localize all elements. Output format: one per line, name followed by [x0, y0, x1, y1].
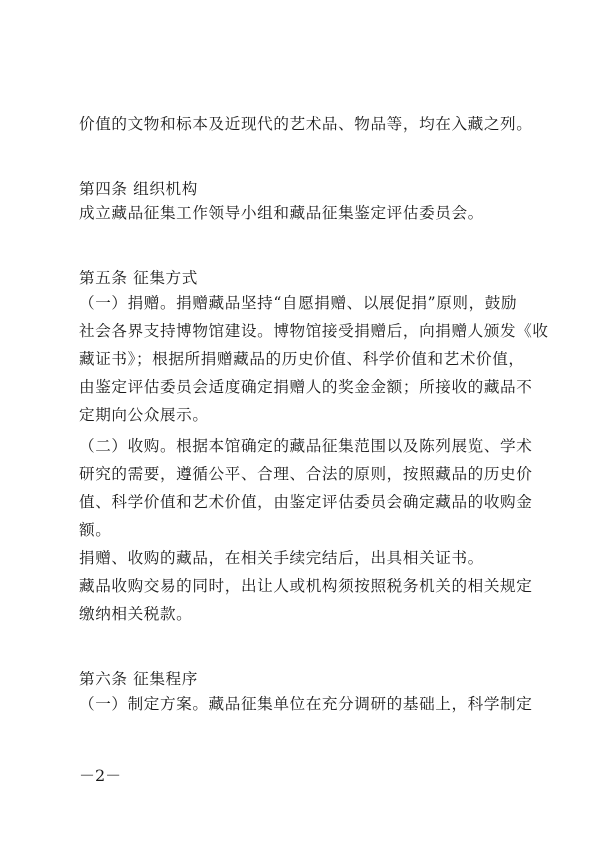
text-line: 价值的文物和标本及近现代的艺术品、物品等，均在入藏之列。: [79, 115, 533, 133]
text-line: 藏品收购交易的同时，出让人或机构须按照税务机关的相关规定: [79, 577, 533, 595]
text-line: 由鉴定评估委员会适度确定捐赠人的奖金金额；所接收的藏品不: [79, 378, 533, 396]
text-line: 成立藏品征集工作领导小组和藏品征集鉴定评估委员会。: [79, 204, 484, 222]
section-heading-5: 第五条 征集方式: [79, 269, 198, 287]
text-line: （一）捐赠。捐赠藏品坚持“自愿捐赠、以展促捐”原则，鼓励: [79, 294, 518, 312]
text-line: 额。: [79, 521, 112, 539]
text-line: （二）收购。根据本馆确定的藏品征集范围以及陈列展览、学术: [79, 437, 533, 455]
text-line: 藏证书》；根据所捐赠藏品的历史价值、科学价值和艺术价值，: [79, 350, 525, 368]
section-heading-6: 第六条 征集程序: [79, 670, 198, 688]
page-number: －2－: [79, 766, 122, 785]
text-line: （一）制定方案。藏品征集单位在充分调研的基础上，科学制定: [79, 695, 533, 713]
text-line: 定期向公众展示。: [79, 406, 209, 424]
text-line: 捐赠、收购的藏品，在相关手续完结后，出具相关证书。: [79, 549, 484, 567]
text-line: 缴纳相关税款。: [79, 605, 193, 623]
section-heading-4: 第四条 组织机构: [79, 180, 198, 198]
text-line: 值、科学价值和艺术价值，由鉴定评估委员会确定藏品的收购金: [79, 493, 533, 511]
text-line: 研究的需要，遵循公平、合理、合法的原则，按照藏品的历史价: [79, 465, 533, 483]
text-line: 社会各界支持博物馆建设。博物馆接受捐赠后，向捐赠人颁发《收: [79, 322, 549, 340]
